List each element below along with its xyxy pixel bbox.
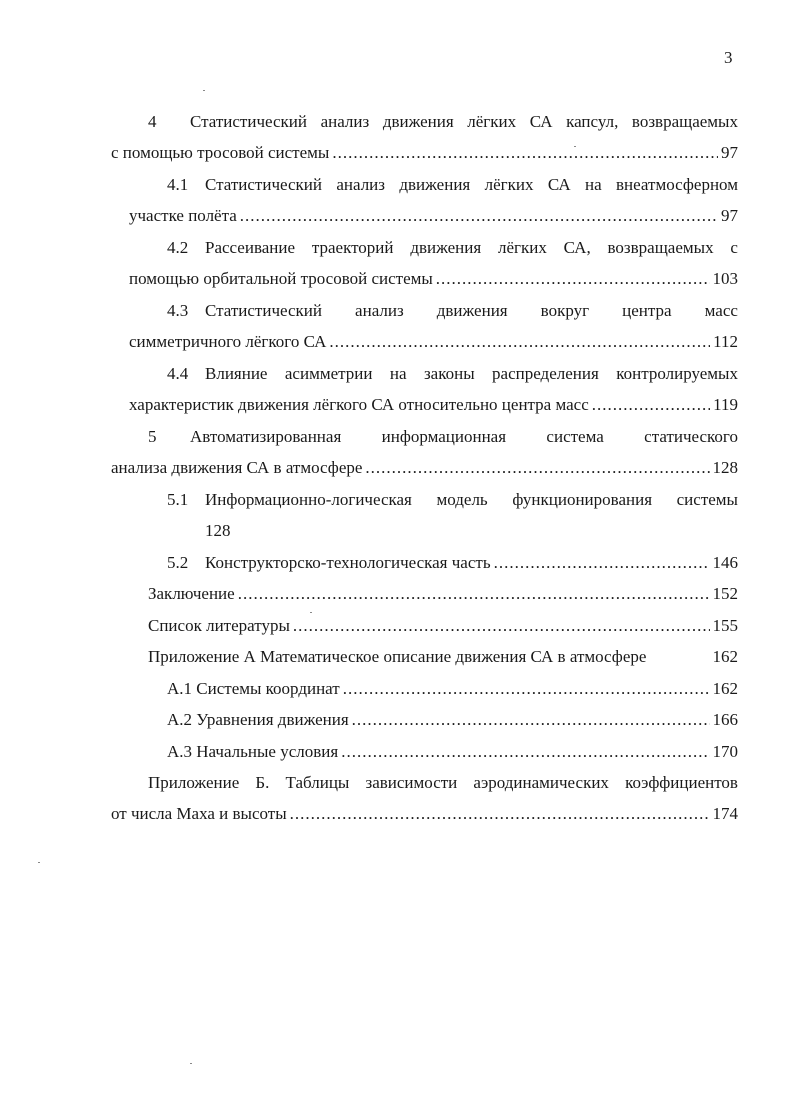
scan-speck	[203, 90, 205, 91]
toc-entry-4-2-number: 4.2	[167, 238, 189, 257]
scan-speck	[310, 612, 312, 613]
toc-entry-appendix-b-title[interactable]: Приложение Б. Таблицы зависимости аэродинамических коэффициентов	[148, 773, 738, 792]
scan-speck	[574, 146, 576, 147]
toc-entry-5-2-page: 146	[712, 553, 738, 572]
toc-entry-4-1-number: 4.1	[167, 175, 189, 194]
toc-entry-appendix-a[interactable]: Приложение А Математическое описание движения СА в атмосфере 162	[148, 641, 738, 672]
toc-entry-4-3-title[interactable]: Статистический анализ движения вокруг центра масс	[205, 301, 738, 320]
toc-entry-4-continuation[interactable]: с помощью тросовой системы ..... 97	[111, 137, 738, 168]
toc-entry-4-3-number: 4.3	[167, 301, 189, 320]
toc-entry-5-2-title[interactable]: Конструкторско-технологическая часть ..... 146	[205, 547, 738, 578]
toc-entry-4-title[interactable]: Статистический анализ движения лёгких СА капсул, возвращаемых	[190, 112, 738, 131]
toc-entry-4-1-title[interactable]: Статистический анализ движения лёгких СА на внеатмосферном	[205, 175, 738, 194]
toc-entry-5-2-number: 5.2	[167, 553, 189, 572]
toc-entry-4-4-number: 4.4	[167, 364, 189, 383]
toc-entry-5-continuation[interactable]: анализа движения СА в атмосфере ..... 128	[111, 452, 738, 483]
toc-entry-5-1-page[interactable]: 128	[205, 521, 231, 540]
toc-entry-5-title[interactable]: Автоматизированная информационная система статического	[190, 427, 738, 446]
toc-entry-5-1-title[interactable]: Информационно-логическая модель функционирования системы	[205, 490, 738, 509]
page-number: 3	[724, 48, 733, 67]
scan-speck	[38, 862, 40, 863]
toc-entry-4-2-continuation[interactable]: помощью орбитальной тросовой системы ..... 103	[129, 263, 738, 294]
toc-entry-4-1-page: 97	[721, 206, 738, 225]
toc-entry-5-page: 128	[712, 458, 738, 477]
toc-entry-4-2-page: 103	[712, 269, 738, 288]
toc-entry-5-1-number: 5.1	[167, 490, 189, 509]
toc-entry-4-4-continuation[interactable]: характеристик движения лёгкого СА относительно центра масс ..... 119	[129, 389, 738, 420]
toc-entry-4-4-page: 119	[713, 395, 738, 414]
toc-entry-a1-page: 162	[712, 679, 738, 698]
toc-entry-a2-page: 166	[712, 710, 738, 729]
toc-entry-appendix-b-page: 174	[712, 804, 738, 823]
toc-entry-conclusion-page: 152	[712, 584, 738, 603]
toc-entry-4-3-continuation[interactable]: симметричного лёгкого СА ..... 112	[129, 326, 738, 357]
toc-entry-a3-page: 170	[712, 742, 738, 761]
toc-entry-4-3-page: 112	[713, 332, 738, 351]
scan-speck	[190, 1063, 192, 1064]
toc-entry-4-1-continuation[interactable]: участке полёта ..... 97	[129, 200, 738, 231]
toc-entry-references[interactable]: Список литературы ..... 155	[148, 610, 738, 641]
toc-entry-a1[interactable]: А.1 Системы координат ..... 162	[167, 673, 738, 704]
toc-entry-appendix-b-continuation[interactable]: от числа Маха и высоты ..... 174	[111, 798, 738, 829]
toc-entry-5-number: 5	[148, 427, 157, 446]
toc-entry-appendix-a-page: 162	[712, 647, 738, 666]
toc-entry-4-number: 4	[148, 112, 157, 131]
toc-entry-a2[interactable]: А.2 Уравнения движения ..... 166	[167, 704, 738, 735]
toc-entry-references-page: 155	[712, 616, 738, 635]
toc-entry-4-page: 97	[721, 143, 738, 162]
toc-entry-conclusion[interactable]: Заключение ..... 152	[148, 578, 738, 609]
toc-entry-a3[interactable]: А.3 Начальные условия ..... 170	[167, 736, 738, 767]
toc-entry-4-2-title[interactable]: Рассеивание траекторий движения лёгких СА, возвращаемых с	[205, 238, 738, 257]
toc-entry-4-4-title[interactable]: Влияние асимметрии на законы распределения контролируемых	[205, 364, 738, 383]
